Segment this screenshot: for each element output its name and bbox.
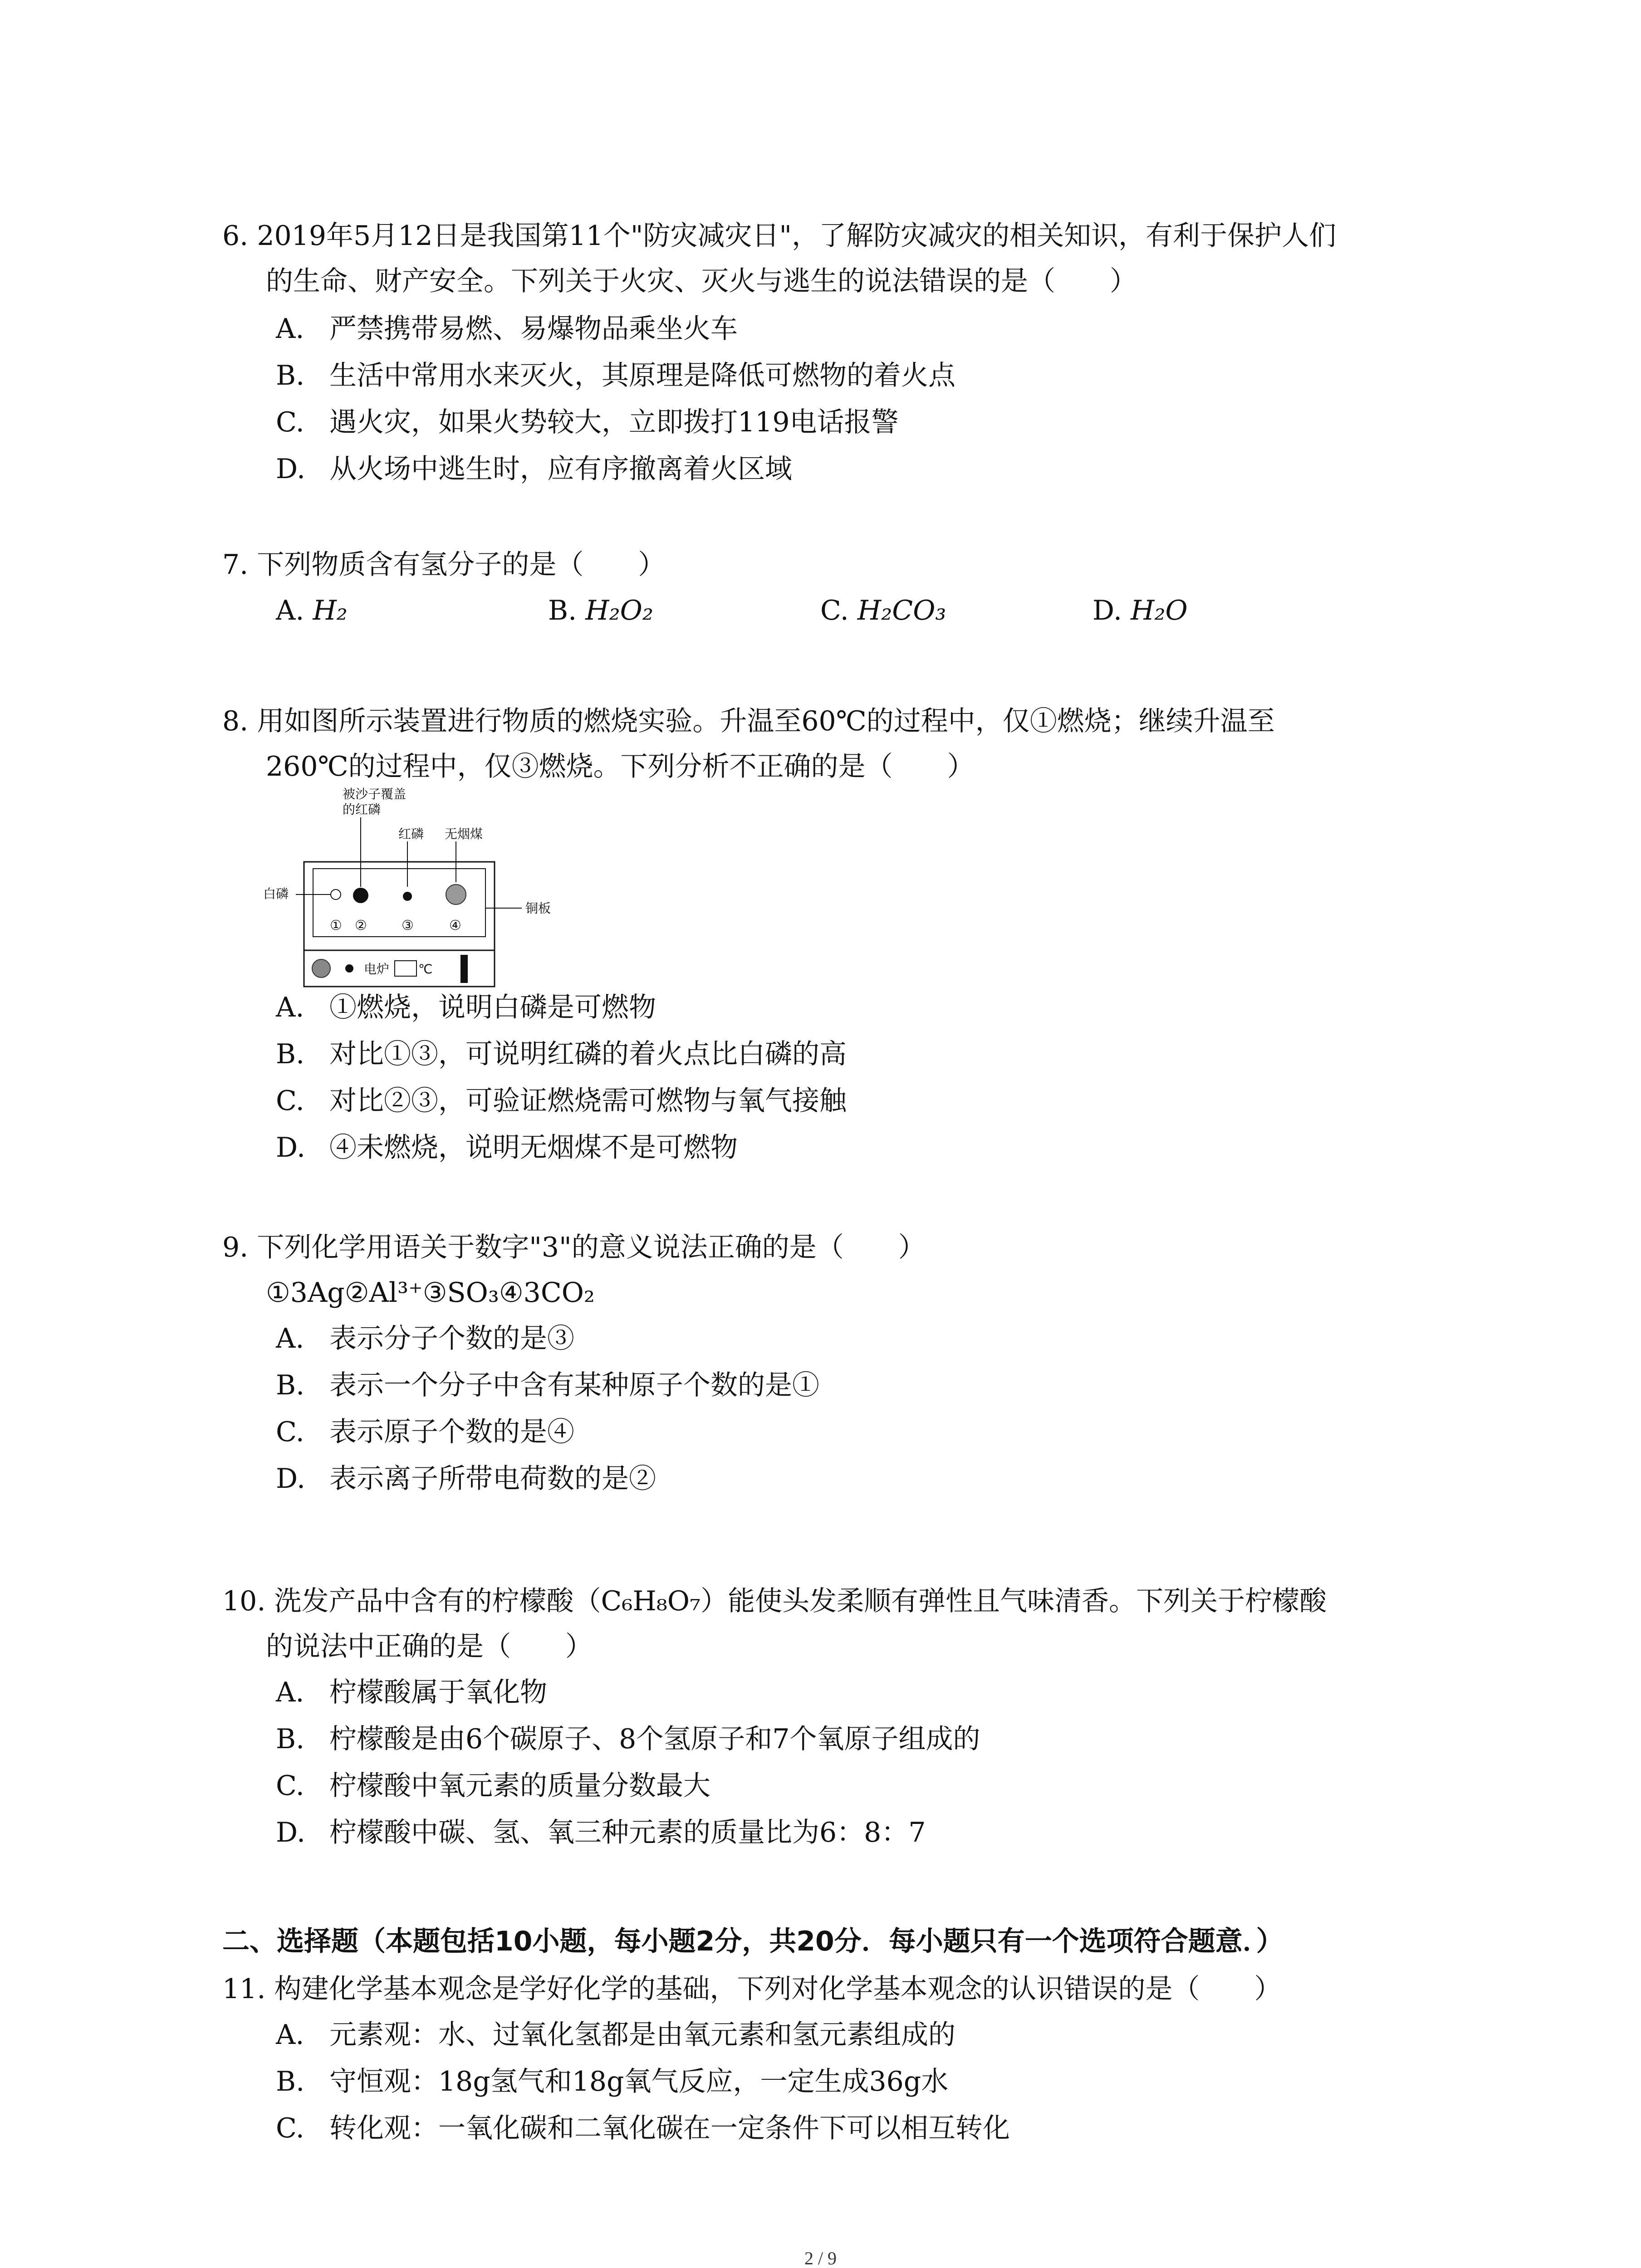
option-d: D. 表示离子所带电荷数的是② — [276, 1463, 656, 1495]
question-6-line1: 2019年5月12日是我国第11个"防灾减灾日"，了解防灾减灾的相关知识，有利于保护人们 — [257, 220, 1337, 252]
mark-1: ① — [330, 918, 342, 934]
formula-line: ①3Ag②Al³⁺③SO₃④3CO₂ — [266, 1277, 595, 1309]
label-electric-furnace: 电炉 — [364, 962, 390, 977]
label-covered-red-phosphorus-1: 被沙子覆盖 — [343, 787, 407, 802]
section-heading: 二、选择题（本题包括10小题，每小题2分，共20分．每小题只有一个选项符合题意．） — [222, 1926, 1283, 1957]
option-b: B. 守恒观：18g氢气和18g氧气反应，一定生成36g水 — [276, 2066, 949, 2097]
temperature-display — [395, 961, 416, 976]
label-copper-plate: 铜板 — [525, 901, 551, 916]
option-a: A. 严禁携带易燃、易爆物品乘坐火车 — [276, 313, 738, 345]
question-10-stem: 10. 洗发产品中含有的柠檬酸（C₆H₈O₇）能使头发柔顺有弹性且气味清香。下列关于柠檬酸 — [222, 1585, 1327, 1617]
furnace-switch — [460, 955, 468, 983]
question-6-stem — [222, 213, 1474, 259]
option-c: C. 遇火灾，如果火势较大，立即拨打119电话报警 — [276, 406, 899, 438]
option-a: A. 柠檬酸属于氧化物 — [276, 1677, 547, 1708]
option-d: D. ④未燃烧，说明无烟煤不是可燃物 — [276, 1132, 738, 1163]
option-b: B. 表示一个分子中含有某种原子个数的是① — [276, 1369, 819, 1401]
mark-3: ③ — [402, 918, 414, 934]
question-8-stem: 8. 用如图所示装置进行物质的燃烧实验。升温至60℃的过程中，仅①燃烧；继续升温至 — [222, 705, 1275, 737]
combustion-apparatus-diagram — [263, 785, 581, 998]
question-6 — [222, 213, 1474, 493]
question-number: 6. — [222, 220, 249, 252]
question-9 — [222, 1225, 1474, 1502]
option-c: C. 对比②③，可验证燃烧需可燃物与氧气接触 — [276, 1085, 847, 1117]
page-number: 2 / 9 — [804, 2248, 837, 2268]
white-phosphorus-sample — [331, 890, 341, 899]
option-b: B. 生活中常用水来灭火，其原理是降低可燃物的着火点 — [276, 360, 955, 391]
option-a: A. H₂ — [276, 595, 348, 626]
label-covered-red-phosphorus-2: 的红磷 — [343, 802, 381, 817]
option-c: C. 柠檬酸中氧元素的质量分数最大 — [276, 1770, 710, 1802]
label-red-phosphorus: 红磷 — [398, 826, 424, 841]
question-10: 10. 洗发产品中含有的柠檬酸（C₆H₈O₇）能使头发柔顺有弹性且气味清香。下列关于柠檬酸 的说法中正确的是（ ） A. 柠檬酸属于氧化物 B. 柠檬酸是由6个碳原子、8个氢原子和7个氧原子组成的 C. 柠檬酸中氧元素的质量分数最大 D. 柠檬酸中碳、氢、氧三种元素的质量比为6：8：7 — [222, 1579, 1474, 1856]
option-a: A. ①燃烧，说明白磷是可燃物 — [276, 992, 656, 1023]
option-d: D. H₂O — [1092, 595, 1188, 626]
question-number: 9. — [222, 1232, 249, 1263]
label-celsius: ℃ — [418, 962, 433, 977]
options-row — [222, 587, 1474, 634]
option-b: B. 柠檬酸是由6个碳原子、8个氢原子和7个氧原子组成的 — [276, 1723, 980, 1755]
option-c: C. H₂CO₃ — [820, 595, 946, 626]
question-11 — [222, 1966, 1474, 2152]
furnace-indicator-icon — [345, 964, 353, 973]
covered-red-phosphorus-sample — [353, 888, 368, 903]
question-number: 8. — [222, 705, 249, 737]
label-white-phosphorus: 白磷 — [263, 886, 289, 901]
option-c: C. 表示原子个数的是④ — [276, 1416, 574, 1448]
question-number: 10. — [222, 1585, 266, 1617]
question-9-stem: 9. 下列化学用语关于数字"3"的意义说法正确的是（ ） — [222, 1232, 926, 1263]
option-c: C. 转化观：一氧化碳和二氧化碳在一定条件下可以相互转化 — [276, 2112, 1010, 2144]
question-7-stem: 7. 下列物质含有氢分子的是（ ） — [222, 549, 666, 581]
option-d: D. 柠檬酸中碳、氢、氧三种元素的质量比为6：8：7 — [276, 1817, 926, 1848]
option-d: D. 从火场中逃生时，应有序撤离着火区域 — [276, 453, 792, 485]
mark-4: ④ — [449, 918, 461, 934]
question-11-stem: 11. 构建化学基本观念是学好化学的基础，下列对化学基本观念的认识错误的是（ ） — [222, 1973, 1282, 2005]
question-7 — [222, 542, 1474, 634]
furnace-knob-icon — [312, 959, 330, 978]
label-anthracite: 无烟煤 — [445, 826, 483, 841]
question-number: 7. — [222, 549, 249, 581]
question-6-line2: 的生命、财产安全。下列关于火灾、灭火与逃生的说法错误的是（ ） — [266, 265, 1137, 297]
question-number: 11. — [222, 1973, 266, 2005]
anthracite-sample — [446, 885, 466, 904]
option-b: B. 对比①③，可说明红磷的着火点比白磷的高 — [276, 1038, 847, 1070]
mark-2: ② — [355, 918, 367, 934]
question-8: 8. 用如图所示装置进行物质的燃烧实验。升温至60℃的过程中，仅①燃烧；继续升温至 260℃的过程中，仅③燃烧。下列分析不正确的是（ ） — [222, 699, 1474, 789]
option-a: A. 元素观：水、过氧化氢都是由氧元素和氢元素组成的 — [276, 2019, 955, 2051]
red-phosphorus-sample — [403, 892, 412, 901]
option-b: B. H₂O₂ — [548, 595, 653, 626]
question-8-options — [222, 984, 1474, 1171]
option-a: A. 表示分子个数的是③ — [276, 1323, 574, 1354]
